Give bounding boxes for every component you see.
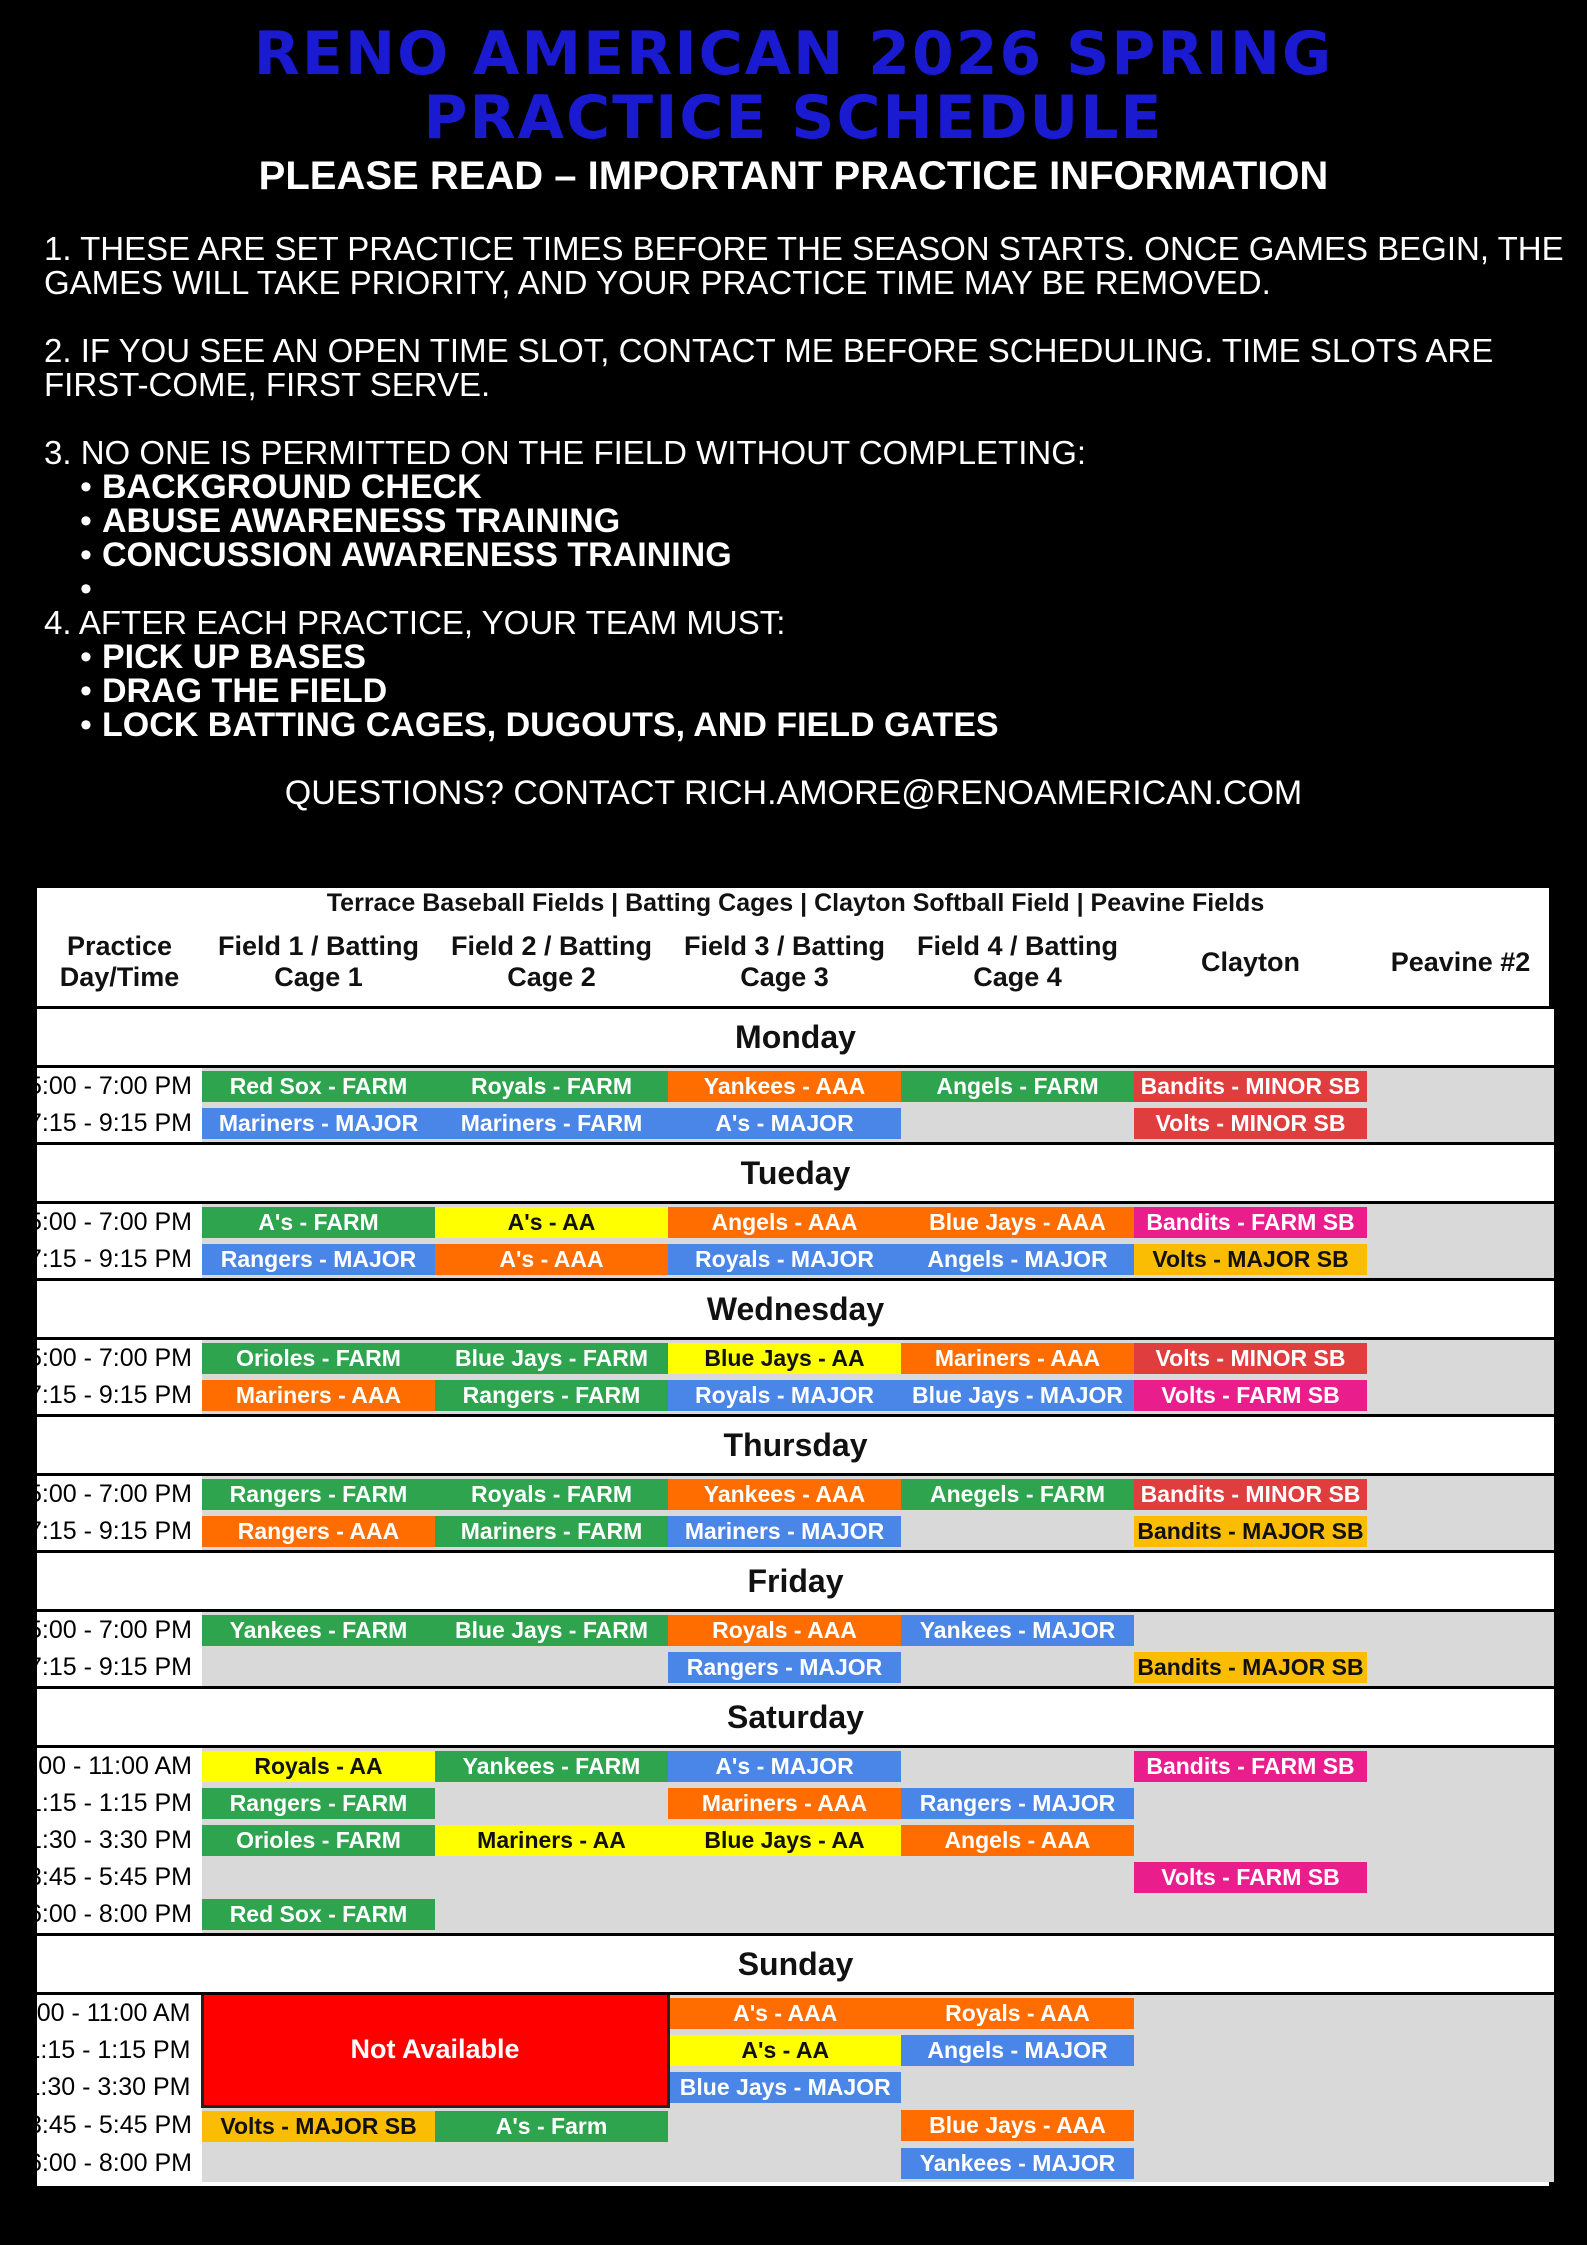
schedule-cell <box>1367 2106 1554 2145</box>
schedule-cell <box>668 1859 901 1896</box>
schedule-cell <box>901 1896 1134 1935</box>
schedule-cell <box>668 1822 901 1859</box>
rule-4-item: • DRAG THE FIELD <box>102 674 1564 708</box>
schedule-cell <box>202 1649 435 1688</box>
rule-3-item <box>102 572 1564 606</box>
rule-4-item: • PICK UP BASES <box>102 640 1564 674</box>
slot-time <box>28 1377 202 1416</box>
team-assignment: Royals - FARM <box>435 1071 668 1102</box>
team-assignment: Rangers - AAA <box>202 1516 435 1547</box>
schedule-cell <box>1134 1822 1367 1859</box>
team-assignment: Rangers - FARM <box>435 1380 668 1411</box>
schedule-cell <box>435 1203 668 1242</box>
slot-time <box>26 2069 202 2106</box>
schedule-cell <box>668 1475 901 1514</box>
slot-time-label: 7:15 - 9:15 PM <box>28 1517 192 1545</box>
schedule-cell <box>1367 1377 1554 1416</box>
schedule-cell <box>202 1241 435 1280</box>
team-assignment: Royals - FARM <box>435 1479 668 1510</box>
slot-time-label: 1:30 - 3:30 PM <box>26 2073 191 2101</box>
team-assignment: Mariners - FARM <box>435 1108 668 1139</box>
schedule-cell <box>668 1785 901 1822</box>
team-assignment: Blue Jays - FARM <box>435 1615 668 1646</box>
slot-time <box>15 1994 202 2033</box>
slot-time-label: 5:00 - 7:00 PM <box>28 1616 192 1644</box>
team-assignment: Yankees - MAJOR <box>901 1615 1134 1646</box>
team-assignment: Blue Jays - MAJOR <box>901 1380 1134 1411</box>
time-slot-row <box>37 2106 1554 2145</box>
team-assignment: A's - AA <box>670 2035 902 2066</box>
schedule-cell <box>435 1105 668 1144</box>
schedule-cell <box>1367 2069 1554 2106</box>
contact-line: QUESTIONS? CONTACT RICH.AMORE@RENOAMERICAN.COM <box>284 774 1303 812</box>
slot-time <box>28 1475 202 1514</box>
schedule-cell <box>668 2032 901 2069</box>
team-assignment: Angels - AAA <box>668 1207 901 1238</box>
slot-time <box>28 1339 202 1378</box>
schedule-cell <box>901 1105 1134 1144</box>
schedule-cell <box>1134 1067 1367 1106</box>
schedule-cell <box>202 1203 435 1242</box>
rule-3-list <box>44 470 1564 606</box>
schedule-cell <box>901 1377 1134 1416</box>
day-name: Thursday <box>37 1416 1554 1475</box>
rule-3: 3. NO ONE IS PERMITTED ON THE FIELD WITHOUT COMPLETING: <box>44 434 1087 471</box>
schedule-cell <box>1134 2069 1367 2106</box>
slot-time-label: 11:15 - 1:15 PM <box>14 2036 191 2064</box>
rule-3-item: • CONCUSSION AWARENESS TRAINING <box>102 538 1564 572</box>
time-slot-row <box>37 1896 1554 1935</box>
schedule-cell <box>202 1896 435 1935</box>
slot-time <box>28 1105 202 1144</box>
schedule-cell <box>435 1339 668 1378</box>
team-assignment: Yankees - AAA <box>668 1479 901 1510</box>
schedule-cell <box>1367 1785 1554 1822</box>
team-assignment: Bandits - MAJOR SB <box>1134 1516 1367 1547</box>
schedule-cell <box>668 2069 901 2106</box>
schedule-cell <box>901 1785 1134 1822</box>
day-name: Tueday <box>37 1144 1554 1203</box>
day-name: Friday <box>37 1552 1554 1611</box>
team-assignment: Rangers - MAJOR <box>668 1652 901 1683</box>
schedule-cell <box>668 1105 901 1144</box>
schedule-cell <box>1134 1747 1367 1786</box>
schedule-cell <box>1367 1067 1554 1106</box>
schedule-cell <box>1367 1339 1554 1378</box>
schedule-cell <box>1134 1203 1367 1242</box>
column-header: Field 1 / Batting Cage 1 <box>202 918 435 1008</box>
team-assignment: Blue Jays - AA <box>668 1825 901 1856</box>
schedule-cell <box>668 1513 901 1552</box>
time-slot-row <box>37 1785 1554 1822</box>
slot-time <box>28 1859 202 1896</box>
schedule-cell <box>1367 1896 1554 1935</box>
slot-time-label: 5:00 - 7:00 PM <box>28 1480 192 1508</box>
schedule-cell <box>1367 1822 1554 1859</box>
team-assignment: Angels - AAA <box>901 1825 1134 1856</box>
team-assignment: Volts - MAJOR SB <box>202 2111 435 2142</box>
schedule-cell <box>1134 1611 1367 1650</box>
schedule-cell <box>901 2106 1134 2145</box>
team-assignment: Rangers - MAJOR <box>901 1788 1134 1819</box>
rule-4-list <box>44 640 1564 742</box>
site-header: Terrace Baseball Fields | Batting Cages | Clayton Softball Field | Peavine Fields <box>326 888 1265 917</box>
schedule-sheet <box>14 888 1549 2186</box>
slot-time <box>28 1896 202 1935</box>
schedule-cell <box>202 1747 435 1786</box>
column-header: Field 2 / Batting Cage 2 <box>435 918 668 1008</box>
schedule-cell <box>668 1241 901 1280</box>
team-assignment: Mariners - MAJOR <box>202 1108 435 1139</box>
rule-4-item: • LOCK BATTING CAGES, DUGOUTS, AND FIELD GATES <box>102 708 1564 742</box>
slot-time-label: 9:00 - 11:00 AM <box>15 1999 191 2027</box>
slot-time <box>28 1203 202 1242</box>
schedule-cell <box>901 1513 1134 1552</box>
schedule-cell <box>1134 2106 1367 2145</box>
slot-time <box>28 1649 202 1688</box>
team-assignment: Orioles - FARM <box>202 1825 435 1856</box>
schedule-cell <box>435 1377 668 1416</box>
slot-time <box>28 2106 202 2145</box>
day-header-row <box>37 1688 1554 1747</box>
team-assignment: Bandits - MINOR SB <box>1134 1479 1367 1510</box>
day-header-row <box>37 1144 1554 1203</box>
rule-4: 4. AFTER EACH PRACTICE, YOUR TEAM MUST: <box>44 604 786 641</box>
schedule-cell <box>435 1785 668 1822</box>
schedule-cell <box>1367 1105 1554 1144</box>
column-header-row <box>37 918 1554 1008</box>
page-title <box>0 19 1587 153</box>
column-header: Clayton <box>1134 918 1367 1008</box>
team-assignment: Rangers - FARM <box>202 1788 435 1819</box>
schedule-cell <box>668 2106 901 2145</box>
schedule-cell <box>1367 2032 1554 2069</box>
schedule-cell <box>435 1611 668 1650</box>
team-assignment: A's - FARM <box>202 1207 435 1238</box>
schedule-cell <box>1134 1994 1367 2033</box>
schedule-cell <box>1367 1649 1554 1688</box>
schedule-cell <box>202 1611 435 1650</box>
schedule-cell <box>668 1067 901 1106</box>
team-assignment: Blue Jays - AA <box>668 1343 901 1374</box>
time-slot-row <box>37 1611 1554 1650</box>
team-assignment: Bandits - MINOR SB <box>1134 1071 1367 1102</box>
day-header-row <box>37 1935 1554 1994</box>
team-assignment: Royals - MAJOR <box>668 1244 901 1275</box>
schedule-cell <box>202 2145 435 2182</box>
team-assignment: A's - AAA <box>670 1998 902 2029</box>
schedule-cell <box>435 1822 668 1859</box>
schedule-cell <box>202 1339 435 1378</box>
schedule-table <box>14 888 1554 2182</box>
schedule-cell <box>435 1896 668 1935</box>
not-available-block: Not Available <box>202 1994 668 2107</box>
slot-time-label: 5:00 - 7:00 PM <box>28 1344 192 1372</box>
team-assignment: Volts - MINOR SB <box>1134 1343 1367 1374</box>
day-header-row <box>37 1416 1554 1475</box>
team-assignment: Royals - MAJOR <box>668 1380 901 1411</box>
slot-time-label: 5:00 - 7:00 PM <box>28 1208 192 1236</box>
time-slot-row <box>37 1859 1554 1896</box>
team-assignment: Mariners - AA <box>435 1825 668 1856</box>
team-assignment: Red Sox - FARM <box>202 1899 435 1930</box>
rule-1: 1. THESE ARE SET PRACTICE TIMES BEFORE THE SEASON STARTS. ONCE GAMES BEGIN, THE GAMES WILL TAKE PRIORITY, AND YOUR PRACTICE TIME MAY BE REMOVED. <box>44 230 1564 301</box>
slot-time-label: 7:15 - 9:15 PM <box>28 1381 192 1409</box>
rule-2: 2. IF YOU SEE AN OPEN TIME SLOT, CONTACT ME BEFORE SCHEDULING. TIME SLOTS ARE FIRST-COME, FIRST SERVE. <box>44 332 1494 403</box>
slot-time <box>28 1611 202 1650</box>
schedule-cell <box>1367 2145 1554 2182</box>
schedule-cell <box>901 1241 1134 1280</box>
team-assignment: Rangers - FARM <box>202 1479 435 1510</box>
team-assignment: Blue Jays - MAJOR <box>670 2072 902 2103</box>
schedule-cell <box>901 2145 1134 2182</box>
schedule-cell <box>435 1241 668 1280</box>
day-header-row <box>37 1008 1554 1067</box>
team-assignment: Mariners - AAA <box>202 1380 435 1411</box>
schedule-cell <box>1134 1859 1367 1896</box>
team-assignment: Yankees - FARM <box>435 1751 668 1782</box>
schedule-cell <box>435 1475 668 1514</box>
team-assignment: Bandits - FARM SB <box>1134 1751 1367 1782</box>
schedule-cell <box>668 1896 901 1935</box>
schedule-cell <box>202 2106 435 2145</box>
team-assignment: Blue Jays - AAA <box>901 2110 1134 2141</box>
slot-time <box>28 1067 202 1106</box>
rule-3-item: • ABUSE AWARENESS TRAINING <box>102 504 1564 538</box>
team-assignment: Royals - AAA <box>668 1615 901 1646</box>
slot-time <box>15 1785 202 1822</box>
schedule-cell <box>435 2106 668 2145</box>
schedule-cell <box>668 2145 901 2182</box>
team-assignment: Mariners - FARM <box>435 1516 668 1547</box>
slot-time <box>28 1513 202 1552</box>
schedule-cell <box>1134 2032 1367 2069</box>
schedule-cell <box>668 1377 901 1416</box>
time-slot-row <box>37 1747 1554 1786</box>
team-assignment: Volts - FARM SB <box>1134 1862 1367 1893</box>
schedule-cell <box>1134 2145 1367 2182</box>
team-assignment: A's - Farm <box>435 2111 668 2142</box>
team-assignment: Blue Jays - AAA <box>901 1207 1134 1238</box>
schedule-cell <box>668 1339 901 1378</box>
schedule-cell <box>435 1747 668 1786</box>
column-header: Field 3 / Batting Cage 3 <box>668 918 901 1008</box>
time-slot-row <box>37 1822 1554 1859</box>
slot-time <box>28 1241 202 1280</box>
team-assignment: Bandits - FARM SB <box>1134 1207 1367 1238</box>
schedule-cell <box>435 1859 668 1896</box>
team-assignment: A's - MAJOR <box>668 1751 901 1782</box>
time-slot-row <box>37 1241 1554 1280</box>
team-assignment: Angels - MAJOR <box>901 2035 1134 2066</box>
team-assignment: Mariners - MAJOR <box>668 1516 901 1547</box>
slot-time <box>28 1822 202 1859</box>
time-slot-row <box>37 1475 1554 1514</box>
slot-time-label: 6:00 - 8:00 PM <box>28 2148 192 2177</box>
slot-time-label: 11:15 - 1:15 PM <box>15 1789 192 1817</box>
team-assignment: Mariners - AAA <box>668 1788 901 1819</box>
schedule-cell <box>901 1994 1134 2033</box>
team-assignment: Angels - MAJOR <box>901 1244 1134 1275</box>
slot-time-label: 9:00 - 11:00 AM <box>17 1752 192 1780</box>
slot-time-label: 6:00 - 8:00 PM <box>28 1900 192 1928</box>
slot-time-label: 3:45 - 5:45 PM <box>28 2110 192 2139</box>
schedule-cell <box>901 1339 1134 1378</box>
team-assignment: A's - AAA <box>435 1244 668 1275</box>
team-assignment: Bandits - MAJOR SB <box>1134 1652 1367 1683</box>
schedule-cell <box>1134 1896 1367 1935</box>
slot-time <box>28 2145 202 2182</box>
schedule-cell <box>1134 1475 1367 1514</box>
day-name: Saturday <box>37 1688 1554 1747</box>
slot-time-label: 1:30 - 3:30 PM <box>28 1826 192 1854</box>
schedule-cell <box>202 1785 435 1822</box>
schedule-cell <box>1367 1994 1554 2033</box>
team-assignment: Red Sox - FARM <box>202 1071 435 1102</box>
schedule-cell <box>435 2145 668 2182</box>
schedule-cell <box>1367 1513 1554 1552</box>
title-line-2: PRACTICE SCHEDULE <box>423 83 1164 153</box>
slot-time-label: 7:15 - 9:15 PM <box>28 1653 192 1681</box>
team-assignment: Volts - MAJOR SB <box>1134 1244 1367 1275</box>
practice-rules <box>44 232 1564 742</box>
schedule-cell <box>901 1747 1134 1786</box>
team-assignment: Anegels - FARM <box>901 1479 1134 1510</box>
team-assignment: Angels - FARM <box>901 1071 1134 1102</box>
schedule-cell <box>435 1513 668 1552</box>
time-slot-row <box>37 1105 1554 1144</box>
time-slot-row <box>37 1377 1554 1416</box>
schedule-cell <box>1134 1785 1367 1822</box>
schedule-cell <box>1134 1377 1367 1416</box>
schedule-cell <box>1134 1339 1367 1378</box>
schedule-cell <box>1134 1105 1367 1144</box>
schedule-cell <box>1367 1241 1554 1280</box>
team-assignment: Rangers - MAJOR <box>202 1244 435 1275</box>
team-assignment: Royals - AA <box>202 1751 435 1782</box>
schedule-cell <box>1367 1611 1554 1650</box>
schedule-cell <box>1134 1241 1367 1280</box>
important-info-heading: PLEASE READ – IMPORTANT PRACTICE INFORMATION <box>258 154 1329 198</box>
schedule-cell <box>901 2069 1134 2106</box>
schedule-cell <box>202 1513 435 1552</box>
schedule-cell <box>202 1377 435 1416</box>
time-slot-row <box>37 1339 1554 1378</box>
schedule-cell <box>202 1475 435 1514</box>
schedule-cell <box>1367 1747 1554 1786</box>
team-assignment: Yankees - FARM <box>202 1615 435 1646</box>
day-header-row <box>37 1280 1554 1339</box>
schedule-cell <box>202 1822 435 1859</box>
column-header: Peavine #2 <box>1367 918 1554 1008</box>
time-slot-row <box>37 2145 1554 2182</box>
slot-time-label: 3:45 - 5:45 PM <box>28 1863 192 1891</box>
slot-time <box>17 1747 202 1786</box>
schedule-cell <box>435 1649 668 1688</box>
day-header-row <box>37 1552 1554 1611</box>
schedule-cell <box>1134 1649 1367 1688</box>
schedule-cell <box>901 1067 1134 1106</box>
team-assignment: Yankees - MAJOR <box>901 2148 1134 2179</box>
schedule-cell <box>202 1105 435 1144</box>
team-assignment: A's - AA <box>435 1207 668 1238</box>
schedule-cell <box>435 1067 668 1106</box>
team-assignment: A's - MAJOR <box>668 1108 901 1139</box>
column-header: Field 4 / Batting Cage 4 <box>901 918 1134 1008</box>
schedule-cell <box>668 1203 901 1242</box>
schedule-cell <box>1367 1203 1554 1242</box>
schedule-cell <box>668 1649 901 1688</box>
schedule-cell <box>901 1611 1134 1650</box>
team-assignment: Royals - AAA <box>901 1998 1134 2029</box>
team-assignment: Orioles - FARM <box>202 1343 435 1374</box>
team-assignment: Mariners - AAA <box>901 1343 1134 1374</box>
schedule-cell <box>668 1994 901 2033</box>
schedule-cell <box>901 1475 1134 1514</box>
schedule-cell <box>901 1822 1134 1859</box>
schedule-cell <box>901 2032 1134 2069</box>
day-name: Monday <box>37 1008 1554 1067</box>
column-header: Practice Day/Time <box>37 918 202 1008</box>
slot-time-label: 7:15 - 9:15 PM <box>28 1109 192 1137</box>
slot-time <box>14 2032 202 2069</box>
day-name: Sunday <box>37 1935 1554 1994</box>
time-slot-row <box>37 1203 1554 1242</box>
slot-time-label: 7:15 - 9:15 PM <box>28 1245 192 1273</box>
team-assignment: Blue Jays - FARM <box>435 1343 668 1374</box>
schedule-cell <box>668 1747 901 1786</box>
team-assignment: Volts - MINOR SB <box>1134 1108 1367 1139</box>
time-slot-row <box>37 1513 1554 1552</box>
time-slot-row <box>37 1067 1554 1106</box>
schedule-cell <box>202 1859 435 1896</box>
team-assignment: Volts - FARM SB <box>1134 1380 1367 1411</box>
day-name: Wednesday <box>37 1280 1554 1339</box>
schedule-cell <box>901 1203 1134 1242</box>
rule-3-item: • BACKGROUND CHECK <box>102 470 1564 504</box>
schedule-cell <box>668 1611 901 1650</box>
team-assignment: Yankees - AAA <box>668 1071 901 1102</box>
slot-time-label: 5:00 - 7:00 PM <box>28 1072 192 1100</box>
schedule-cell <box>1367 1859 1554 1896</box>
schedule-cell <box>901 1859 1134 1896</box>
time-slot-row <box>37 1649 1554 1688</box>
schedule-cell <box>1367 1475 1554 1514</box>
title-line-1: RENO AMERICAN 2026 SPRING <box>253 19 1334 89</box>
schedule-cell <box>901 1649 1134 1688</box>
time-slot-row <box>37 1994 1554 2033</box>
schedule-cell <box>1134 1513 1367 1552</box>
schedule-cell <box>202 1067 435 1106</box>
